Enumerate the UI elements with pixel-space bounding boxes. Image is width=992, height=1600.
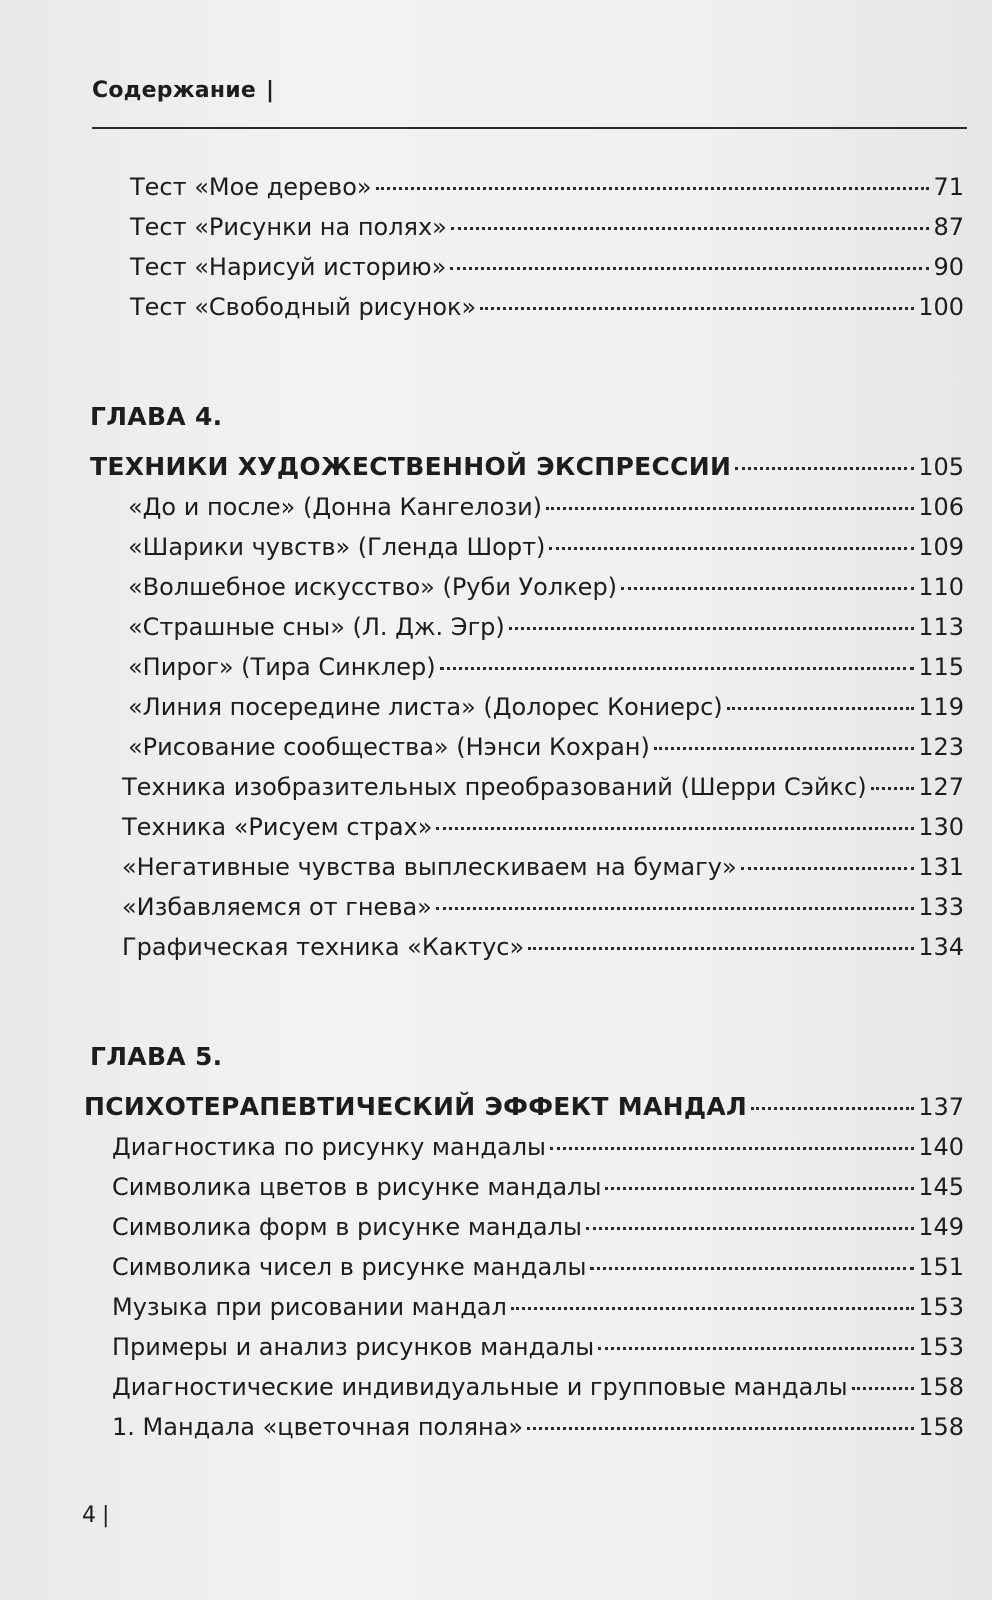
running-head-separator: | (265, 78, 275, 103)
toc-entry[interactable] (128, 732, 964, 762)
toc-entry-title: Тест «Рисунки на полях» (130, 213, 447, 241)
toc-entry-page: 87 (933, 213, 964, 241)
toc-entry-title: Символика чисел в рисунке мандалы (112, 1253, 587, 1281)
toc-entry[interactable] (122, 772, 964, 802)
toc-entry[interactable] (122, 852, 964, 882)
leader-dots (751, 1107, 914, 1110)
leader-dots (621, 587, 914, 590)
leader-dots (436, 907, 914, 910)
toc-entry[interactable] (130, 252, 964, 282)
leader-dots (440, 667, 915, 670)
toc-entry[interactable] (112, 1252, 964, 1282)
page-number (82, 1503, 109, 1528)
toc-entry-page: 134 (918, 933, 964, 961)
toc-entry-title: 1. Мандала «цветочная поляна» (112, 1413, 524, 1441)
toc-entry[interactable] (112, 1292, 964, 1322)
toc-entry-title: «Рисование сообщества» (Нэнси Кохран) (128, 733, 650, 761)
toc-entry[interactable] (128, 572, 964, 602)
toc-entry-page: 127 (918, 773, 964, 801)
toc-entry-page: 151 (918, 1253, 964, 1281)
toc-entry-title: Символика цветов в рисунке мандалы (112, 1173, 602, 1201)
toc-entry-page: 145 (918, 1173, 964, 1201)
leader-dots (727, 707, 915, 710)
toc-entry-title: Диагностика по рисунку мандалы (112, 1133, 546, 1161)
leader-dots (511, 1307, 914, 1310)
toc-entry-page: 158 (918, 1373, 964, 1401)
leader-dots (852, 1387, 915, 1390)
toc-entry-page: 115 (918, 653, 964, 681)
leader-dots (871, 787, 915, 790)
leader-dots (735, 467, 914, 470)
toc-entry-title: «Пирог» (Тира Синклер) (128, 653, 436, 681)
toc-entry[interactable] (128, 652, 964, 682)
chapter-page: 105 (918, 453, 964, 481)
leader-dots (654, 747, 914, 750)
chapter-title: ТЕХНИКИ ХУДОЖЕСТВЕННОЙ ЭКСПРЕССИИ (90, 452, 732, 481)
leader-dots (376, 187, 930, 190)
chapter-5-heading[interactable] (84, 1092, 964, 1122)
toc-entry-page: 106 (918, 493, 964, 521)
toc-entry-page: 100 (918, 293, 964, 321)
leader-dots (550, 1147, 914, 1150)
toc-entry-page: 140 (918, 1133, 964, 1161)
leader-dots (586, 1227, 914, 1230)
toc-entry[interactable] (128, 532, 964, 562)
toc-entry-page: 123 (918, 733, 964, 761)
toc-entry-page: 110 (918, 573, 964, 601)
toc-entry[interactable] (112, 1412, 964, 1442)
toc-entry[interactable] (130, 292, 964, 322)
toc-entry-page: 158 (918, 1413, 964, 1441)
toc-entry-title: «До и после» (Донна Кангелози) (128, 493, 543, 521)
leader-dots (741, 867, 915, 870)
toc-entry-page: 130 (918, 813, 964, 841)
toc-entry[interactable] (112, 1372, 964, 1402)
page-number-separator: | (102, 1503, 110, 1528)
leader-dots (598, 1347, 914, 1350)
toc-entry[interactable] (112, 1212, 964, 1242)
toc-entry-title: Символика форм в рисунке мандалы (112, 1213, 582, 1241)
toc-entry-page: 131 (918, 853, 964, 881)
toc-entry-title: Тест «Свободный рисунок» (130, 293, 477, 321)
toc-entry-page: 113 (918, 613, 964, 641)
toc-entry-title: «Негативные чувства выплескиваем на бумагу» (122, 853, 737, 881)
toc-entry-page: 149 (918, 1213, 964, 1241)
toc-entry-title: «Страшные сны» (Л. Дж. Эгр) (128, 613, 505, 641)
leader-dots (546, 507, 914, 510)
chapter-page: 137 (918, 1093, 964, 1121)
toc-entry[interactable] (112, 1172, 964, 1202)
leader-dots (480, 307, 914, 310)
toc-entry-title: Графическая техника «Кактус» (122, 933, 525, 961)
toc-entry-title: Тест «Нарисуй историю» (130, 253, 447, 281)
chapter-4-heading[interactable] (90, 452, 964, 482)
toc-entry[interactable] (128, 692, 964, 722)
header-rule (92, 127, 967, 129)
toc-entry-title: Диагностические индивидуальные и групповые мандалы (112, 1373, 848, 1401)
toc-entry[interactable] (122, 892, 964, 922)
toc-entry-page: 109 (918, 533, 964, 561)
leader-dots (509, 627, 914, 630)
toc-entry[interactable] (130, 212, 964, 242)
chapter-5-label: ГЛАВА 5. (90, 1042, 223, 1071)
toc-entry-page: 119 (918, 693, 964, 721)
chapter-4-label: ГЛАВА 4. (90, 402, 223, 431)
running-head-title: Содержание (92, 78, 256, 103)
leader-dots (450, 267, 929, 270)
toc-entry-title: «Шарики чувств» (Гленда Шорт) (128, 533, 546, 561)
running-head (92, 78, 274, 103)
toc-entry[interactable] (128, 492, 964, 522)
toc-entry-title: «Избавляемся от гнева» (122, 893, 432, 921)
toc-entry-page: 153 (918, 1333, 964, 1361)
toc-entry-page: 133 (918, 893, 964, 921)
toc-entry-title: «Волшебное искусство» (Руби Уолкер) (128, 573, 618, 601)
leader-dots (436, 827, 914, 830)
toc-entry-page: 153 (918, 1293, 964, 1321)
toc-entry-title: «Линия посередине листа» (Долорес Кониерс) (128, 693, 723, 721)
toc-entry[interactable] (130, 172, 964, 202)
toc-entry-title: Техника изобразительных преобразований (Шерри Сэйкс) (122, 773, 867, 801)
toc-entry-title: Тест «Мое дерево» (130, 173, 372, 201)
leader-dots (527, 1427, 914, 1430)
leader-dots (605, 1187, 914, 1190)
toc-entry-page: 90 (933, 253, 964, 281)
toc-entry-title: Примеры и анализ рисунков мандалы (112, 1333, 595, 1361)
toc-entry-title: Музыка при рисовании мандал (112, 1293, 507, 1321)
page-number-value: 4 (82, 1503, 96, 1528)
leader-dots (528, 947, 914, 950)
leader-dots (590, 1267, 914, 1270)
toc-entry-page: 71 (933, 173, 964, 201)
chapter-title: ПСИХОТЕРАПЕВТИЧЕСКИЙ ЭФФЕКТ МАНДАЛ (84, 1092, 748, 1121)
toc-entry-title: Техника «Рисуем страх» (122, 813, 433, 841)
leader-dots (451, 227, 930, 230)
toc-entry[interactable] (122, 812, 964, 842)
toc-entry[interactable] (128, 612, 964, 642)
toc-entry[interactable] (112, 1132, 964, 1162)
toc-entry[interactable] (112, 1332, 964, 1362)
leader-dots (549, 547, 914, 550)
toc-entry[interactable] (122, 932, 964, 962)
